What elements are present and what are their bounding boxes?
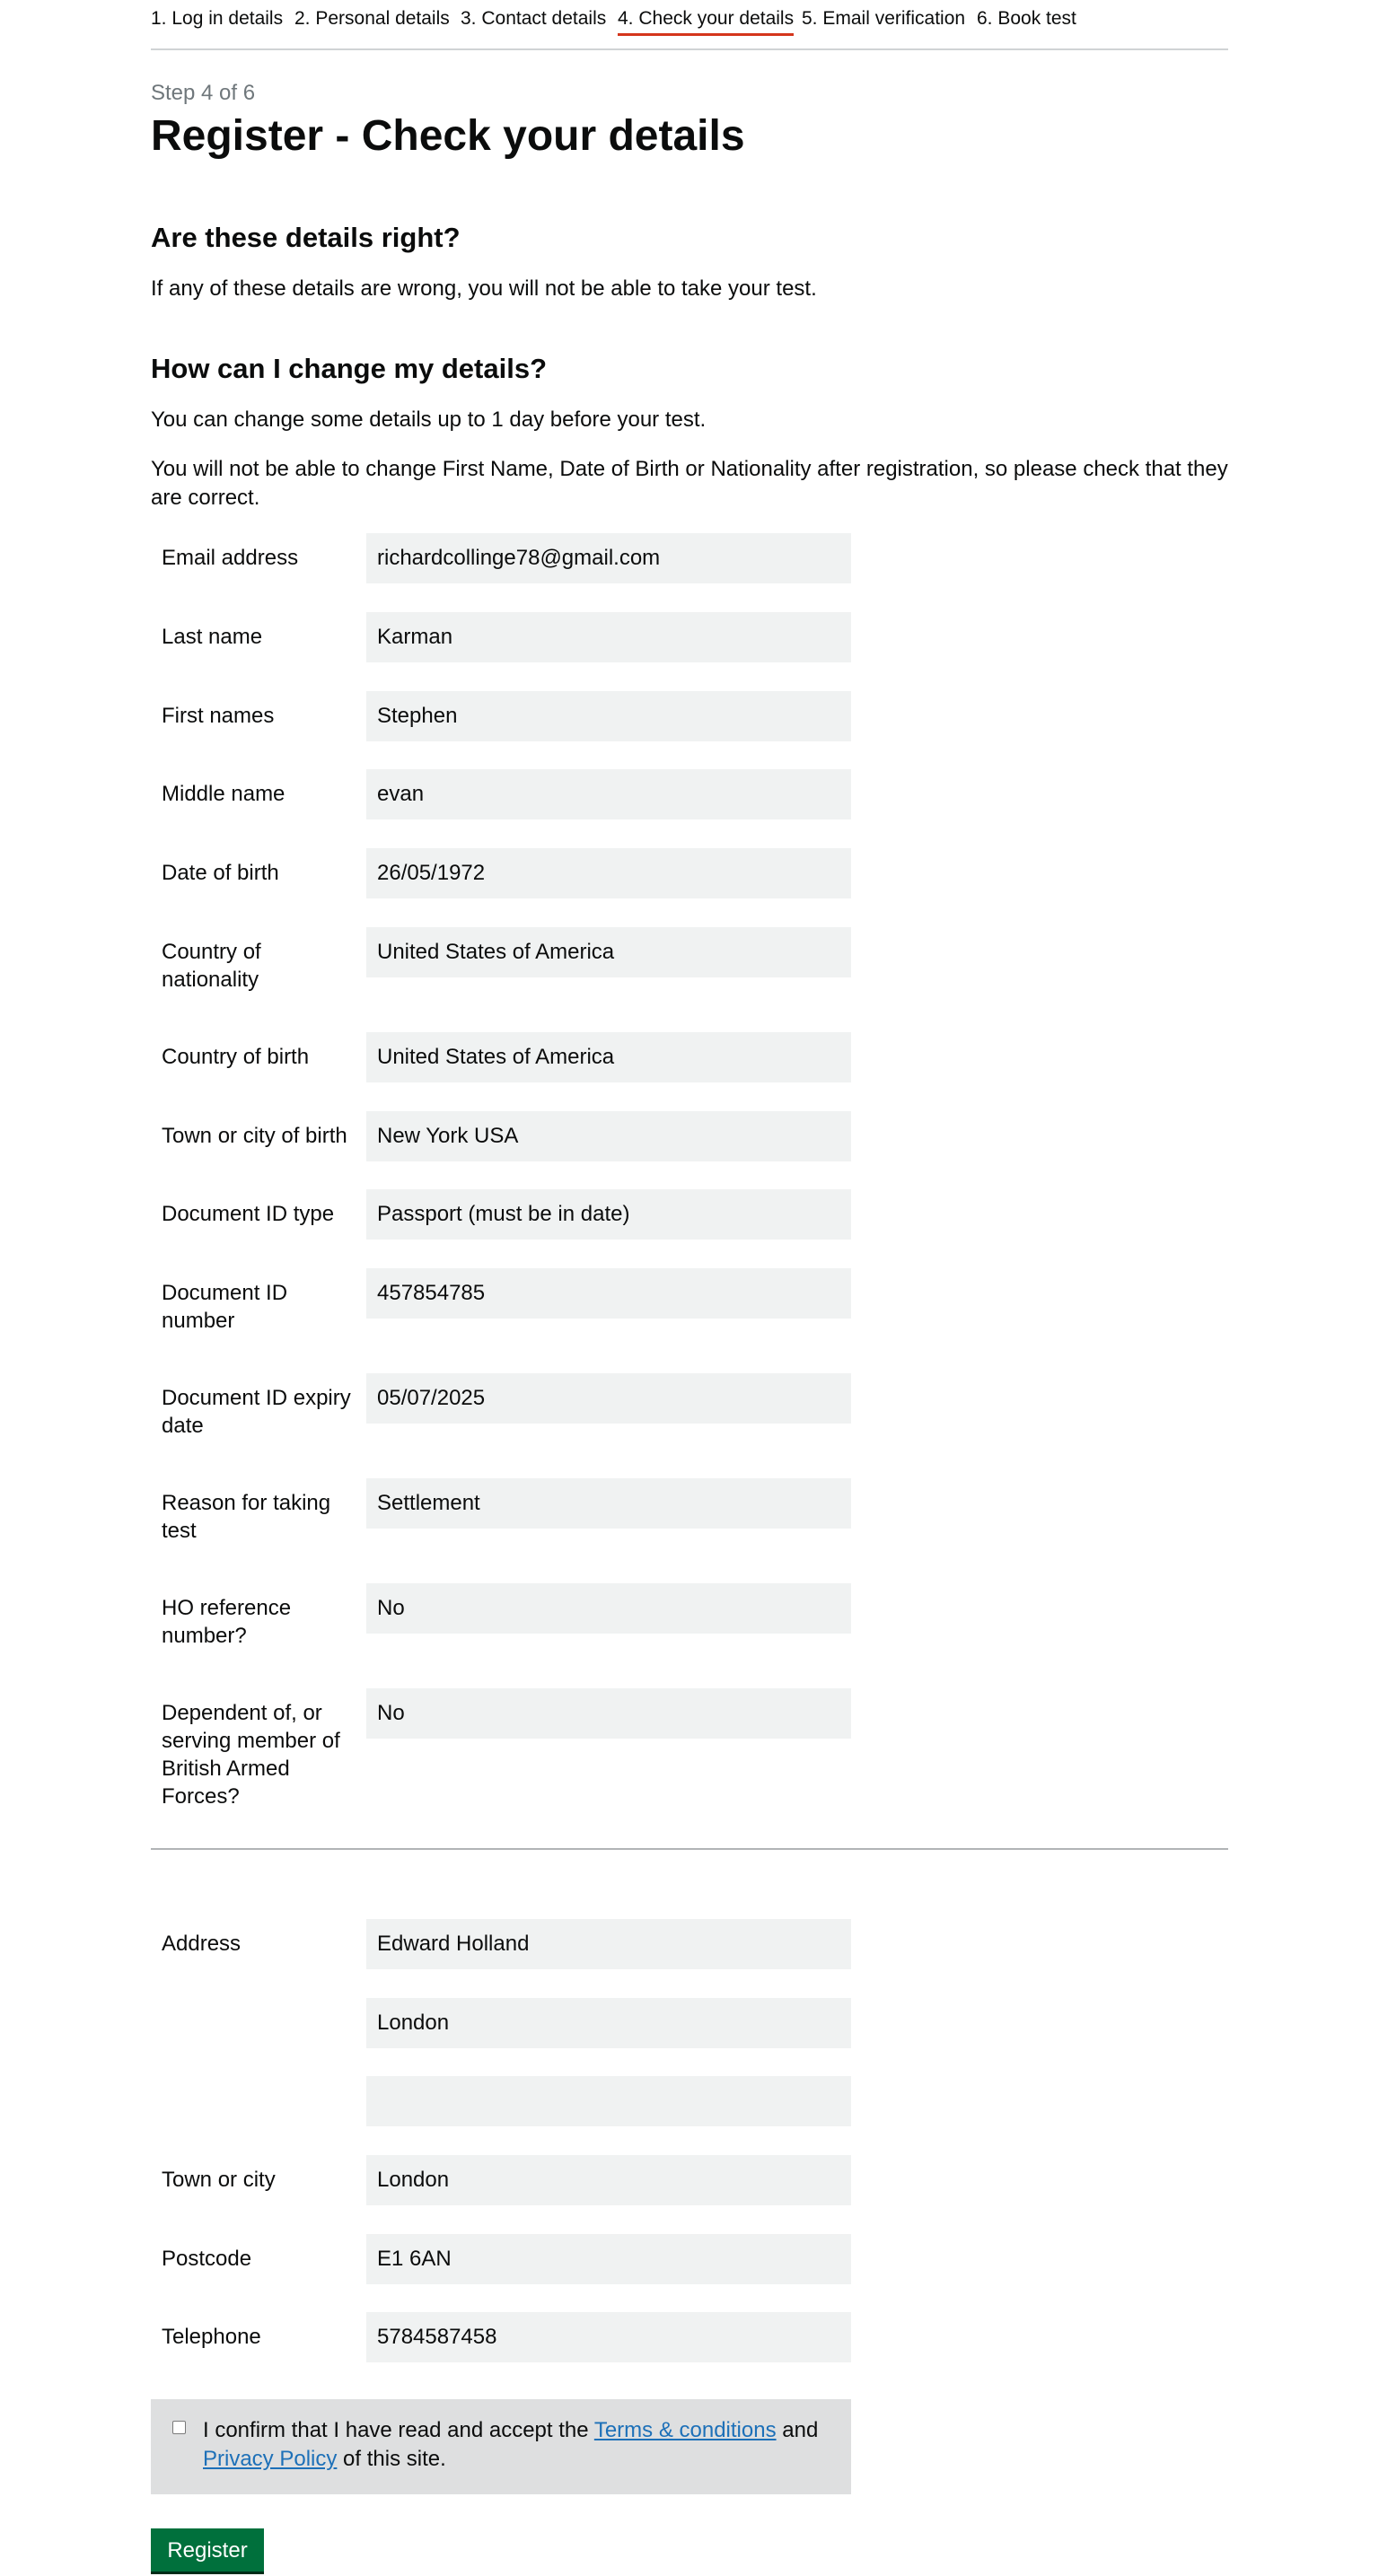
- telephone-field: 5784587458: [366, 2312, 851, 2362]
- document-id-expiry-label: Document ID expiry date: [162, 1386, 351, 1438]
- email-address-field: richardcollinge78@gmail.com: [366, 533, 851, 583]
- reason-for-test-label: Reason for taking test: [162, 1491, 331, 1543]
- date-of-birth-label: Date of birth: [162, 861, 279, 885]
- postcode-label: Postcode: [162, 2247, 252, 2271]
- step-5-email-verification[interactable]: 5. Email verification: [802, 8, 966, 29]
- last-name-label: Last name: [162, 625, 263, 649]
- no-change-after-registration-text: You will not be able to change First Name, Date of Birth or Nationality after registration, so please check that they are correct.: [151, 457, 1228, 510]
- terms-checkbox[interactable]: [172, 2421, 186, 2434]
- town-or-city-field: London: [366, 2155, 851, 2205]
- address-line-2-field: London: [366, 1998, 851, 2048]
- ho-reference-field: No: [366, 1583, 851, 1634]
- step-6-book-test[interactable]: 6. Book test: [977, 8, 1076, 29]
- document-id-number-label: Document ID number: [162, 1281, 288, 1333]
- document-id-number-field: 457854785: [366, 1268, 851, 1319]
- details-wrong-warning: If any of these details are wrong, you will not be able to take your test.: [151, 276, 817, 301]
- country-of-nationality-label: Country of nationality: [162, 940, 261, 992]
- address-label: Address: [162, 1932, 242, 1956]
- email-address-label: Email address: [162, 546, 299, 570]
- country-of-birth-label: Country of birth: [162, 1045, 310, 1069]
- address-line-1-field: Edward Holland: [366, 1919, 851, 1969]
- last-name-field: Karman: [366, 612, 851, 662]
- step-4-check-your-details[interactable]: 4. Check your details: [618, 8, 794, 36]
- document-id-type-label: Document ID type: [162, 1202, 335, 1226]
- confirm-text-after: of this site.: [337, 2447, 446, 2471]
- country-of-birth-field: United States of America: [366, 1032, 851, 1082]
- page-title: Register - Check your details: [151, 112, 745, 160]
- terms-confirmation-text: [203, 2416, 831, 2474]
- middle-name-field: evan: [366, 769, 851, 819]
- first-names-label: First names: [162, 704, 275, 728]
- register-button[interactable]: Register: [151, 2528, 264, 2572]
- terms-confirmation-panel: [151, 2399, 851, 2494]
- confirm-text-middle: and: [776, 2418, 819, 2442]
- step-navigation: [151, 0, 1228, 50]
- middle-name-label: Middle name: [162, 782, 285, 806]
- town-of-birth-label: Town or city of birth: [162, 1124, 347, 1148]
- confirm-text-before: I confirm that I have read and accept the: [203, 2418, 594, 2442]
- terms-conditions-link[interactable]: Terms & conditions: [593, 2418, 777, 2442]
- armed-forces-label: Dependent of, or serving member of British Armed Forces?: [162, 1701, 340, 1809]
- ho-reference-label: HO reference number?: [162, 1596, 292, 1648]
- first-names-field: Stephen: [366, 691, 851, 741]
- town-or-city-label: Town or city: [162, 2168, 276, 2192]
- change-details-heading: How can I change my details?: [151, 353, 548, 384]
- step-1-login-details[interactable]: 1. Log in details: [151, 8, 284, 29]
- date-of-birth-field: 26/05/1972: [366, 848, 851, 898]
- privacy-policy-link[interactable]: Privacy Policy: [203, 2447, 338, 2471]
- country-of-nationality-field: United States of America: [366, 927, 851, 977]
- document-id-expiry-field: 05/07/2025: [366, 1373, 851, 1424]
- armed-forces-field: No: [366, 1688, 851, 1739]
- reason-for-test-field: Settlement: [366, 1478, 851, 1529]
- address-line-3-field: [366, 2076, 851, 2126]
- postcode-field: E1 6AN: [366, 2234, 851, 2284]
- step-caption: Step 4 of 6: [151, 81, 256, 105]
- step-3-contact-details[interactable]: 3. Contact details: [461, 8, 607, 29]
- change-deadline-text: You can change some details up to 1 day before your test.: [151, 407, 707, 432]
- telephone-label: Telephone: [162, 2325, 261, 2349]
- document-id-type-field: Passport (must be in date): [366, 1189, 851, 1240]
- section-divider: [151, 1848, 1228, 1850]
- details-right-heading: Are these details right?: [151, 222, 461, 253]
- town-of-birth-field: New York USA: [366, 1111, 851, 1161]
- step-2-personal-details[interactable]: 2. Personal details: [294, 8, 450, 29]
